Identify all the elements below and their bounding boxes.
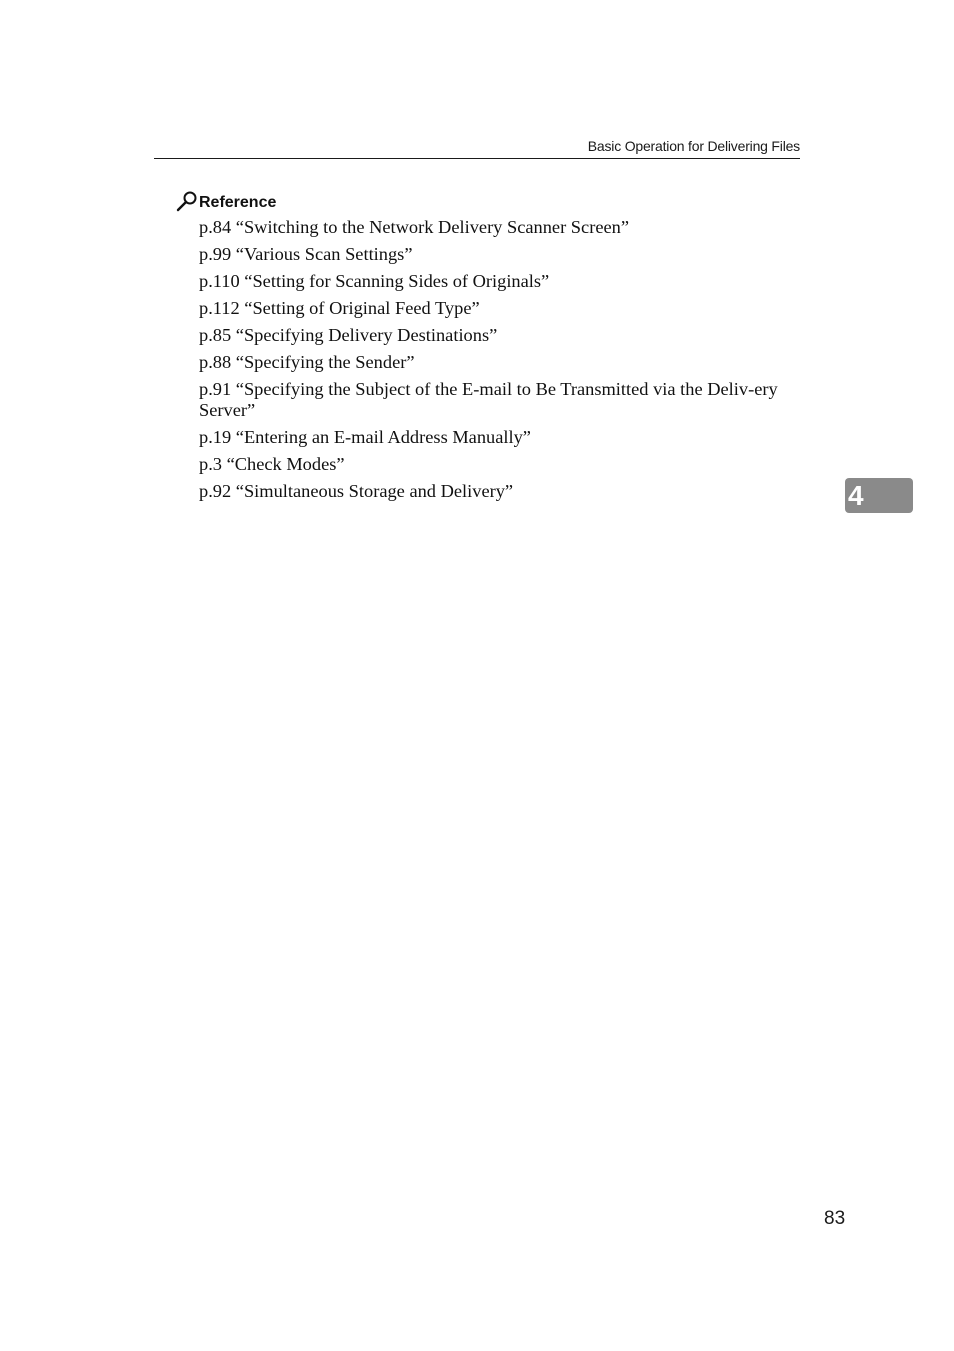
reference-item: p.92 “Simultaneous Storage and Delivery” bbox=[199, 481, 514, 501]
reference-item: p.88 “Specifying the Sender” bbox=[199, 352, 415, 372]
reference-item: p.3 “Check Modes” bbox=[199, 454, 345, 474]
chapter-tab: 4 bbox=[845, 478, 913, 513]
reference-heading bbox=[176, 190, 276, 212]
reference-heading-label: Reference bbox=[199, 194, 277, 211]
magnifier-icon bbox=[176, 190, 199, 212]
reference-item: p.84 “Switching to the Network Delivery Scanner Screen” bbox=[199, 217, 630, 237]
reference-item: p.112 “Setting of Original Feed Type” bbox=[199, 298, 480, 318]
header-rule bbox=[154, 158, 800, 159]
reference-item: p.99 “Various Scan Settings” bbox=[199, 244, 413, 264]
reference-item: p.85 “Specifying Delivery Destinations” bbox=[199, 325, 498, 345]
running-header: Basic Operation for Delivering Files bbox=[587, 138, 800, 154]
reference-item: p.91 “Specifying the Subject of the E-mail to Be Transmitted via the Deliv-ery Server” bbox=[199, 379, 778, 420]
reference-list bbox=[199, 217, 801, 508]
page-number: 83 bbox=[824, 1208, 846, 1229]
reference-item: p.110 “Setting for Scanning Sides of Originals” bbox=[199, 271, 550, 291]
reference-item: p.19 “Entering an E-mail Address Manually” bbox=[199, 427, 531, 447]
